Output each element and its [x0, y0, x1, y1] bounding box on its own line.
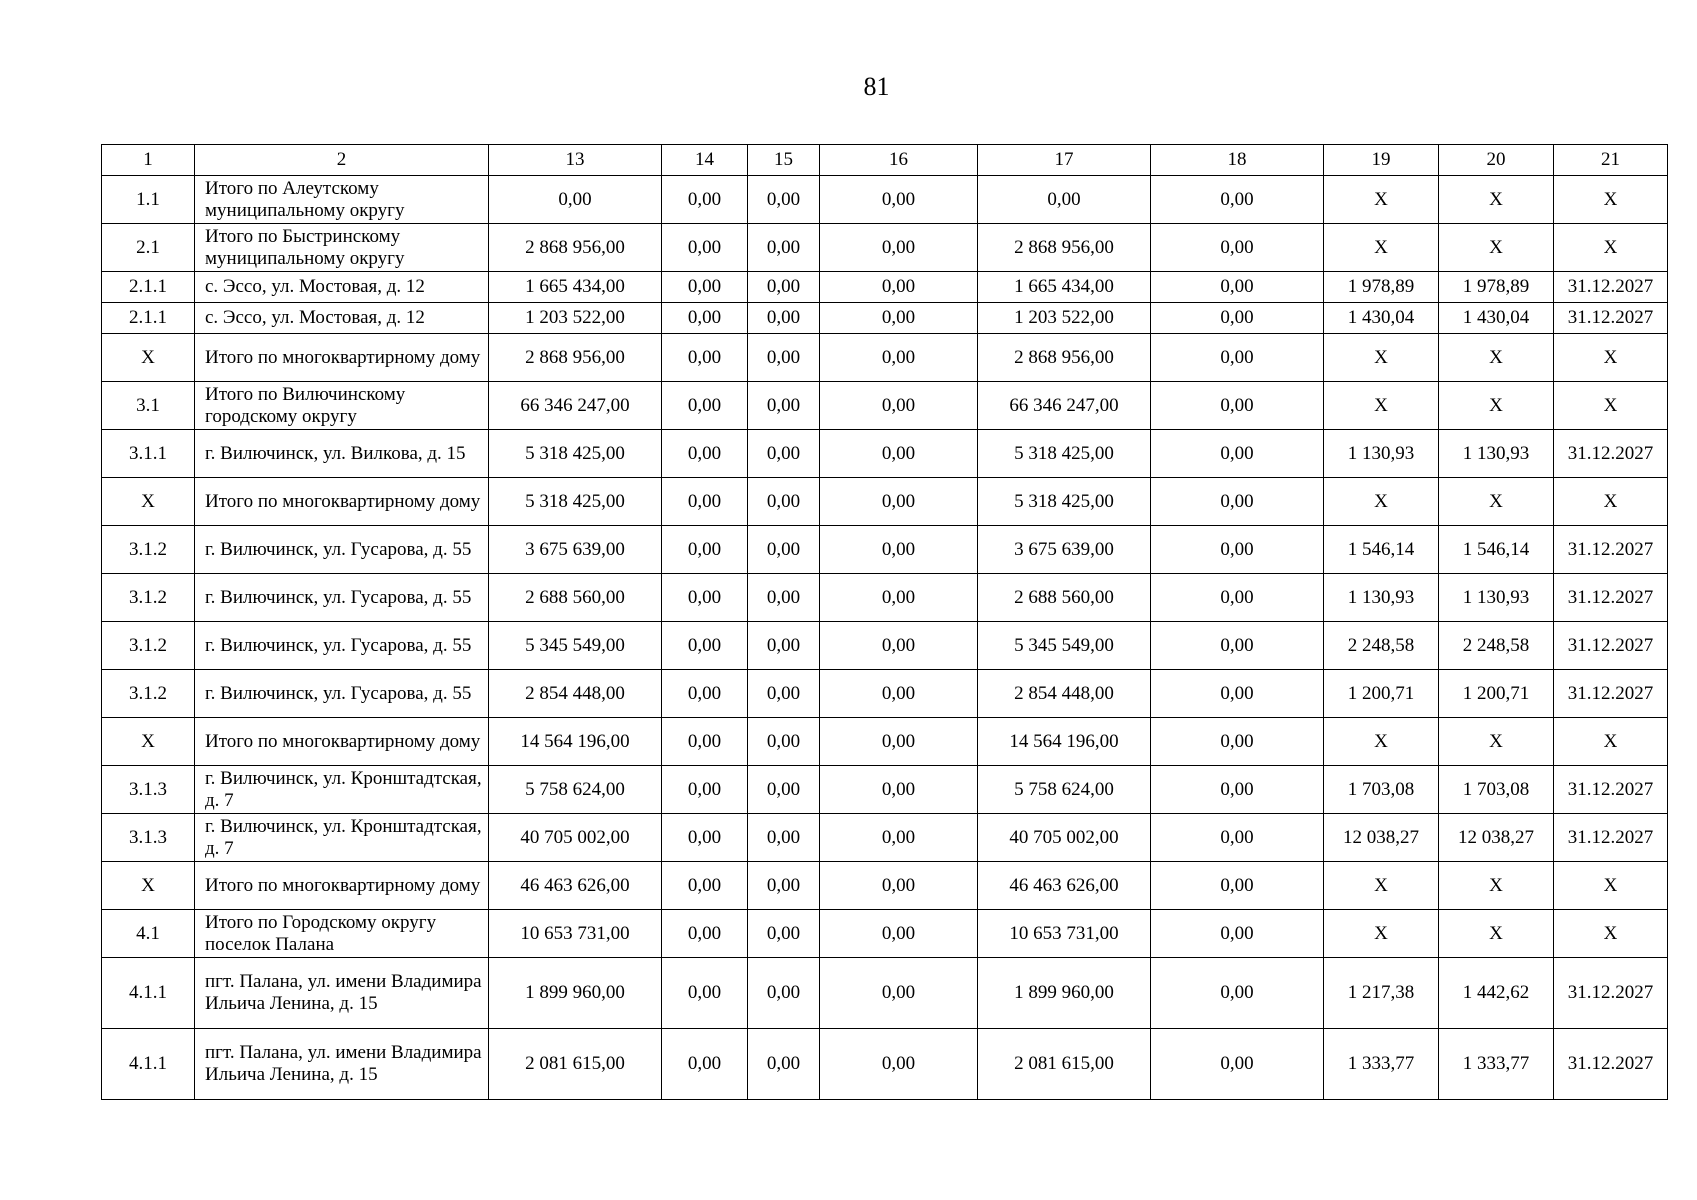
- col-14-cell: 0,00: [662, 814, 748, 862]
- col-19-cell: 12 038,27: [1324, 814, 1439, 862]
- col-15-cell: 0,00: [748, 718, 820, 766]
- col-15-cell: 0,00: [748, 526, 820, 574]
- table-row: [102, 272, 1668, 303]
- col-17-cell: 2 868 956,00: [978, 224, 1151, 272]
- row-number-cell: 3.1.3: [102, 766, 195, 814]
- col-17-cell: 66 346 247,00: [978, 382, 1151, 430]
- table-row: [102, 766, 1668, 814]
- col-17-cell: 3 675 639,00: [978, 526, 1151, 574]
- date-cell: X: [1554, 334, 1668, 382]
- page-number: 81: [863, 72, 890, 101]
- table-row: [102, 334, 1668, 382]
- col-17-cell: 2 688 560,00: [978, 574, 1151, 622]
- col-17-cell: 14 564 196,00: [978, 718, 1151, 766]
- column-header: 17: [978, 145, 1151, 176]
- row-number-cell: 3.1.1: [102, 430, 195, 478]
- row-number-cell: 3.1.2: [102, 574, 195, 622]
- col-13-cell: 1 899 960,00: [489, 958, 662, 1029]
- table-row: [102, 430, 1668, 478]
- col-17-cell: 46 463 626,00: [978, 862, 1151, 910]
- col-19-cell: X: [1324, 382, 1439, 430]
- col-20-cell: X: [1439, 910, 1554, 958]
- date-cell: 31.12.2027: [1554, 1029, 1668, 1100]
- col-19-cell: X: [1324, 176, 1439, 224]
- date-cell: X: [1554, 382, 1668, 430]
- col-16-cell: 0,00: [820, 272, 978, 303]
- col-16-cell: 0,00: [820, 862, 978, 910]
- col-16-cell: 0,00: [820, 814, 978, 862]
- address-cell: г. Вилючинск, ул. Гусарова, д. 55: [195, 574, 489, 622]
- col-19-cell: 1 978,89: [1324, 272, 1439, 303]
- col-15-cell: 0,00: [748, 382, 820, 430]
- column-header: 13: [489, 145, 662, 176]
- date-cell: X: [1554, 176, 1668, 224]
- column-header: 16: [820, 145, 978, 176]
- address-cell: Итого по многоквартирному дому: [195, 862, 489, 910]
- address-cell: г. Вилючинск, ул. Кронштадтская, д. 7: [195, 814, 489, 862]
- col-13-cell: 1 203 522,00: [489, 303, 662, 334]
- col-20-cell: 1 130,93: [1439, 430, 1554, 478]
- col-14-cell: 0,00: [662, 670, 748, 718]
- row-number-cell: 3.1.3: [102, 814, 195, 862]
- col-17-cell: 40 705 002,00: [978, 814, 1151, 862]
- col-16-cell: 0,00: [820, 334, 978, 382]
- col-16-cell: 0,00: [820, 1029, 978, 1100]
- col-14-cell: 0,00: [662, 224, 748, 272]
- col-18-cell: 0,00: [1151, 622, 1324, 670]
- col-19-cell: 1 430,04: [1324, 303, 1439, 334]
- row-number-cell: 4.1.1: [102, 958, 195, 1029]
- col-15-cell: 0,00: [748, 1029, 820, 1100]
- col-13-cell: 2 868 956,00: [489, 334, 662, 382]
- row-number-cell: X: [102, 718, 195, 766]
- date-cell: 31.12.2027: [1554, 430, 1668, 478]
- table-row: [102, 910, 1668, 958]
- col-17-cell: 10 653 731,00: [978, 910, 1151, 958]
- address-cell: Итого по Алеутскому муниципальному округу: [195, 176, 489, 224]
- col-19-cell: 1 217,38: [1324, 958, 1439, 1029]
- row-number-cell: 2.1.1: [102, 303, 195, 334]
- row-number-cell: 3.1.2: [102, 622, 195, 670]
- column-header: 18: [1151, 145, 1324, 176]
- column-header: 15: [748, 145, 820, 176]
- col-18-cell: 0,00: [1151, 224, 1324, 272]
- col-13-cell: 5 318 425,00: [489, 478, 662, 526]
- col-17-cell: 5 318 425,00: [978, 478, 1151, 526]
- column-header: 20: [1439, 145, 1554, 176]
- col-18-cell: 0,00: [1151, 176, 1324, 224]
- col-14-cell: 0,00: [662, 958, 748, 1029]
- col-16-cell: 0,00: [820, 176, 978, 224]
- date-cell: X: [1554, 224, 1668, 272]
- col-15-cell: 0,00: [748, 224, 820, 272]
- column-header: 19: [1324, 145, 1439, 176]
- col-19-cell: 1 130,93: [1324, 574, 1439, 622]
- col-16-cell: 0,00: [820, 766, 978, 814]
- col-18-cell: 0,00: [1151, 574, 1324, 622]
- col-19-cell: X: [1324, 478, 1439, 526]
- col-15-cell: 0,00: [748, 574, 820, 622]
- date-cell: 31.12.2027: [1554, 766, 1668, 814]
- date-cell: 31.12.2027: [1554, 272, 1668, 303]
- table-row: [102, 814, 1668, 862]
- column-header: 21: [1554, 145, 1668, 176]
- date-cell: X: [1554, 910, 1668, 958]
- col-18-cell: 0,00: [1151, 862, 1324, 910]
- table-row: [102, 622, 1668, 670]
- col-14-cell: 0,00: [662, 176, 748, 224]
- col-16-cell: 0,00: [820, 622, 978, 670]
- col-19-cell: 1 333,77: [1324, 1029, 1439, 1100]
- col-15-cell: 0,00: [748, 622, 820, 670]
- table-row: [102, 176, 1668, 224]
- address-cell: г. Вилючинск, ул. Вилкова, д. 15: [195, 430, 489, 478]
- col-20-cell: 1 546,14: [1439, 526, 1554, 574]
- col-19-cell: 2 248,58: [1324, 622, 1439, 670]
- table-row: [102, 478, 1668, 526]
- col-15-cell: 0,00: [748, 478, 820, 526]
- col-19-cell: X: [1324, 910, 1439, 958]
- col-15-cell: 0,00: [748, 176, 820, 224]
- col-14-cell: 0,00: [662, 1029, 748, 1100]
- col-18-cell: 0,00: [1151, 430, 1324, 478]
- table-row: [102, 574, 1668, 622]
- col-14-cell: 0,00: [662, 272, 748, 303]
- col-19-cell: X: [1324, 224, 1439, 272]
- col-14-cell: 0,00: [662, 574, 748, 622]
- col-20-cell: 1 200,71: [1439, 670, 1554, 718]
- col-17-cell: 5 345 549,00: [978, 622, 1151, 670]
- col-19-cell: X: [1324, 334, 1439, 382]
- col-15-cell: 0,00: [748, 862, 820, 910]
- col-13-cell: 2 868 956,00: [489, 224, 662, 272]
- col-17-cell: 1 665 434,00: [978, 272, 1151, 303]
- row-number-cell: 2.1.1: [102, 272, 195, 303]
- col-20-cell: 1 130,93: [1439, 574, 1554, 622]
- table-row: [102, 382, 1668, 430]
- date-cell: X: [1554, 718, 1668, 766]
- col-20-cell: 1 333,77: [1439, 1029, 1554, 1100]
- table-row: [102, 862, 1668, 910]
- col-13-cell: 46 463 626,00: [489, 862, 662, 910]
- col-20-cell: 1 703,08: [1439, 766, 1554, 814]
- col-14-cell: 0,00: [662, 622, 748, 670]
- table-row: [102, 224, 1668, 272]
- col-16-cell: 0,00: [820, 224, 978, 272]
- date-cell: 31.12.2027: [1554, 814, 1668, 862]
- column-header: 2: [195, 145, 489, 176]
- col-16-cell: 0,00: [820, 303, 978, 334]
- date-cell: 31.12.2027: [1554, 303, 1668, 334]
- row-number-cell: X: [102, 862, 195, 910]
- col-16-cell: 0,00: [820, 958, 978, 1029]
- column-number-row: [102, 145, 1668, 176]
- row-number-cell: 3.1.2: [102, 526, 195, 574]
- col-18-cell: 0,00: [1151, 272, 1324, 303]
- table-row: [102, 303, 1668, 334]
- col-15-cell: 0,00: [748, 910, 820, 958]
- row-number-cell: X: [102, 478, 195, 526]
- address-cell: Итого по многоквартирному дому: [195, 718, 489, 766]
- col-17-cell: 2 854 448,00: [978, 670, 1151, 718]
- col-20-cell: 1 442,62: [1439, 958, 1554, 1029]
- col-15-cell: 0,00: [748, 272, 820, 303]
- col-14-cell: 0,00: [662, 303, 748, 334]
- col-17-cell: 1 203 522,00: [978, 303, 1151, 334]
- col-18-cell: 0,00: [1151, 958, 1324, 1029]
- col-17-cell: 5 318 425,00: [978, 430, 1151, 478]
- col-13-cell: 2 688 560,00: [489, 574, 662, 622]
- col-18-cell: 0,00: [1151, 303, 1324, 334]
- col-14-cell: 0,00: [662, 766, 748, 814]
- col-16-cell: 0,00: [820, 718, 978, 766]
- col-13-cell: 1 665 434,00: [489, 272, 662, 303]
- col-14-cell: 0,00: [662, 718, 748, 766]
- col-14-cell: 0,00: [662, 382, 748, 430]
- date-cell: X: [1554, 862, 1668, 910]
- col-13-cell: 2 854 448,00: [489, 670, 662, 718]
- col-20-cell: 1 430,04: [1439, 303, 1554, 334]
- address-cell: пгт. Палана, ул. имени Владимира Ильича Ленина, д. 15: [195, 958, 489, 1029]
- col-20-cell: 1 978,89: [1439, 272, 1554, 303]
- col-16-cell: 0,00: [820, 910, 978, 958]
- col-19-cell: X: [1324, 862, 1439, 910]
- date-cell: 31.12.2027: [1554, 622, 1668, 670]
- col-14-cell: 0,00: [662, 862, 748, 910]
- col-15-cell: 0,00: [748, 670, 820, 718]
- col-13-cell: 2 081 615,00: [489, 1029, 662, 1100]
- column-header: 14: [662, 145, 748, 176]
- address-cell: Итого по Вилючинскому городскому округу: [195, 382, 489, 430]
- col-18-cell: 0,00: [1151, 670, 1324, 718]
- date-cell: X: [1554, 478, 1668, 526]
- address-cell: пгт. Палана, ул. имени Владимира Ильича Ленина, д. 15: [195, 1029, 489, 1100]
- col-18-cell: 0,00: [1151, 526, 1324, 574]
- col-13-cell: 10 653 731,00: [489, 910, 662, 958]
- col-20-cell: X: [1439, 176, 1554, 224]
- col-13-cell: 40 705 002,00: [489, 814, 662, 862]
- col-18-cell: 0,00: [1151, 814, 1324, 862]
- date-cell: 31.12.2027: [1554, 574, 1668, 622]
- col-15-cell: 0,00: [748, 430, 820, 478]
- address-cell: Итого по многоквартирному дому: [195, 334, 489, 382]
- date-cell: 31.12.2027: [1554, 958, 1668, 1029]
- col-16-cell: 0,00: [820, 478, 978, 526]
- col-16-cell: 0,00: [820, 430, 978, 478]
- col-16-cell: 0,00: [820, 382, 978, 430]
- row-number-cell: 3.1: [102, 382, 195, 430]
- row-number-cell: 4.1: [102, 910, 195, 958]
- col-18-cell: 0,00: [1151, 718, 1324, 766]
- col-14-cell: 0,00: [662, 526, 748, 574]
- table-row: [102, 1029, 1668, 1100]
- col-13-cell: 5 345 549,00: [489, 622, 662, 670]
- col-20-cell: X: [1439, 224, 1554, 272]
- col-13-cell: 14 564 196,00: [489, 718, 662, 766]
- address-cell: г. Вилючинск, ул. Гусарова, д. 55: [195, 622, 489, 670]
- col-13-cell: 3 675 639,00: [489, 526, 662, 574]
- col-16-cell: 0,00: [820, 526, 978, 574]
- col-17-cell: 5 758 624,00: [978, 766, 1151, 814]
- col-14-cell: 0,00: [662, 334, 748, 382]
- col-17-cell: 0,00: [978, 176, 1151, 224]
- col-19-cell: X: [1324, 718, 1439, 766]
- address-cell: г. Вилючинск, ул. Кронштадтская, д. 7: [195, 766, 489, 814]
- row-number-cell: 3.1.2: [102, 670, 195, 718]
- address-cell: с. Эссо, ул. Мостовая, д. 12: [195, 303, 489, 334]
- col-13-cell: 0,00: [489, 176, 662, 224]
- col-15-cell: 0,00: [748, 334, 820, 382]
- col-15-cell: 0,00: [748, 958, 820, 1029]
- col-15-cell: 0,00: [748, 303, 820, 334]
- address-cell: с. Эссо, ул. Мостовая, д. 12: [195, 272, 489, 303]
- table-row: [102, 670, 1668, 718]
- table-row: [102, 958, 1668, 1029]
- col-18-cell: 0,00: [1151, 910, 1324, 958]
- col-17-cell: 2 868 956,00: [978, 334, 1151, 382]
- col-19-cell: 1 130,93: [1324, 430, 1439, 478]
- table-row: [102, 526, 1668, 574]
- col-16-cell: 0,00: [820, 670, 978, 718]
- col-20-cell: X: [1439, 478, 1554, 526]
- col-14-cell: 0,00: [662, 478, 748, 526]
- data-table: [101, 144, 1668, 1100]
- address-cell: г. Вилючинск, ул. Гусарова, д. 55: [195, 526, 489, 574]
- col-20-cell: X: [1439, 718, 1554, 766]
- col-19-cell: 1 546,14: [1324, 526, 1439, 574]
- col-20-cell: X: [1439, 334, 1554, 382]
- col-15-cell: 0,00: [748, 766, 820, 814]
- col-18-cell: 0,00: [1151, 1029, 1324, 1100]
- col-15-cell: 0,00: [748, 814, 820, 862]
- col-13-cell: 66 346 247,00: [489, 382, 662, 430]
- address-cell: Итого по многоквартирному дому: [195, 478, 489, 526]
- table-row: [102, 718, 1668, 766]
- col-13-cell: 5 758 624,00: [489, 766, 662, 814]
- table-body: [102, 145, 1668, 1100]
- address-cell: г. Вилючинск, ул. Гусарова, д. 55: [195, 670, 489, 718]
- col-14-cell: 0,00: [662, 430, 748, 478]
- address-cell: Итого по Быстринскому муниципальному округу: [195, 224, 489, 272]
- row-number-cell: X: [102, 334, 195, 382]
- col-16-cell: 0,00: [820, 574, 978, 622]
- col-19-cell: 1 200,71: [1324, 670, 1439, 718]
- date-cell: 31.12.2027: [1554, 670, 1668, 718]
- col-20-cell: X: [1439, 862, 1554, 910]
- col-17-cell: 1 899 960,00: [978, 958, 1151, 1029]
- col-14-cell: 0,00: [662, 910, 748, 958]
- col-19-cell: 1 703,08: [1324, 766, 1439, 814]
- col-13-cell: 5 318 425,00: [489, 430, 662, 478]
- col-17-cell: 2 081 615,00: [978, 1029, 1151, 1100]
- column-header: 1: [102, 145, 195, 176]
- col-18-cell: 0,00: [1151, 766, 1324, 814]
- col-20-cell: 12 038,27: [1439, 814, 1554, 862]
- row-number-cell: 2.1: [102, 224, 195, 272]
- col-20-cell: 2 248,58: [1439, 622, 1554, 670]
- col-20-cell: X: [1439, 382, 1554, 430]
- col-18-cell: 0,00: [1151, 382, 1324, 430]
- date-cell: 31.12.2027: [1554, 526, 1668, 574]
- col-18-cell: 0,00: [1151, 478, 1324, 526]
- address-cell: Итого по Городскому округу поселок Палана: [195, 910, 489, 958]
- row-number-cell: 1.1: [102, 176, 195, 224]
- row-number-cell: 4.1.1: [102, 1029, 195, 1100]
- col-18-cell: 0,00: [1151, 334, 1324, 382]
